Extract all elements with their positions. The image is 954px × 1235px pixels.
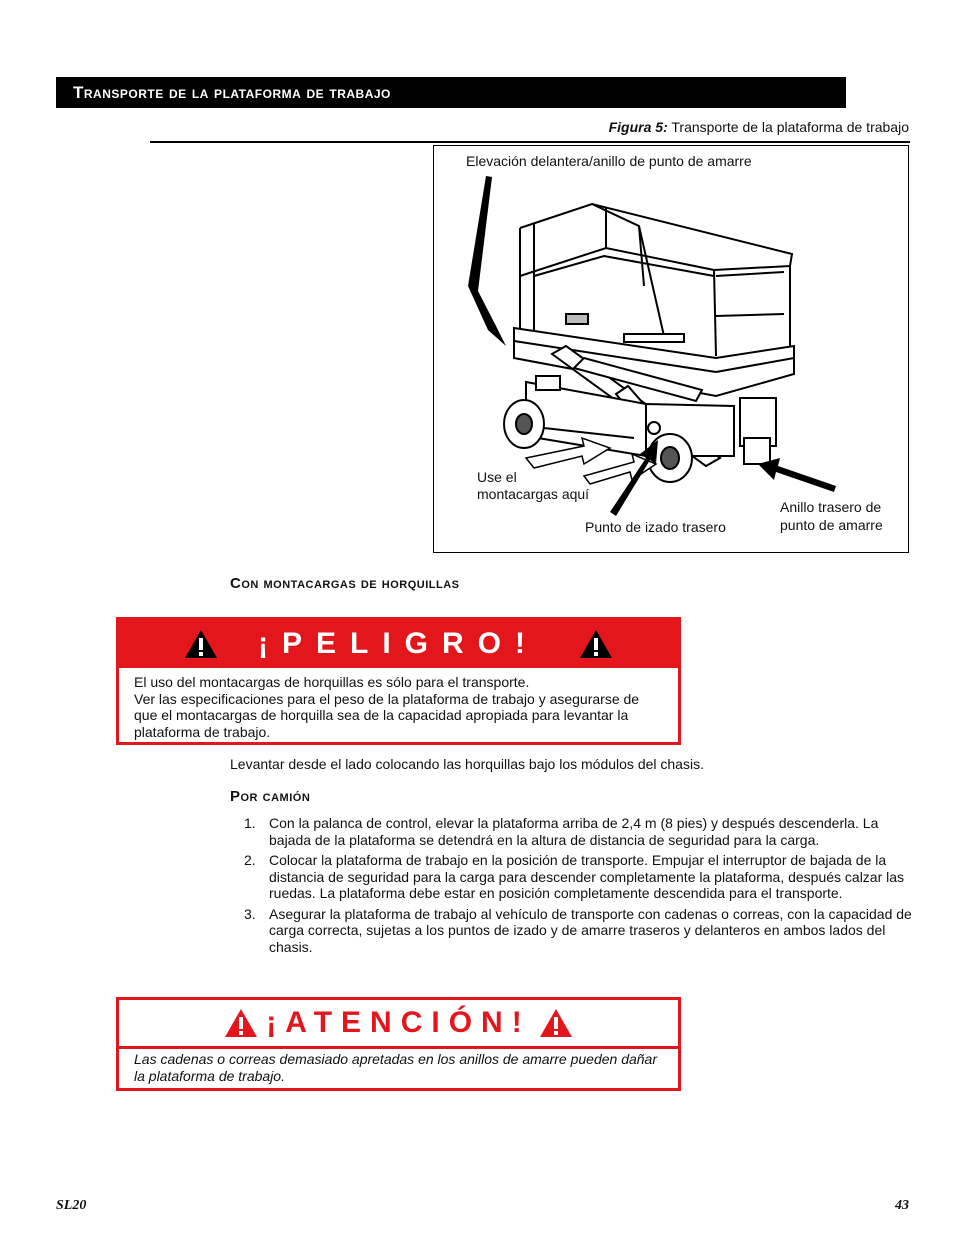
step-number: 3. — [244, 905, 256, 922]
caution-box — [116, 997, 681, 1091]
step-text: Con la palanca de control, elevar la plataforma arriba de 2,4 m (8 pies) y después descenderla. La bajada de la plataforma se detendrá en la altura de distancia de seguridad para la carga. — [269, 815, 879, 848]
danger-body — [119, 668, 678, 740]
figure-caption — [609, 119, 909, 135]
front-lift-arrow — [468, 176, 506, 346]
step-text: Asegurar la plataforma de trabajo al vehículo de transporte con cadenas o correas, con la capacidad de carga correcta, sujetas a los puntos de izado y de amarre traseros y delanteros en ambos lados del chasis. — [269, 905, 912, 955]
rear-ring-label-line2: punto de amarre — [780, 517, 883, 533]
warning-triangle-icon — [579, 629, 613, 659]
list-item — [230, 906, 912, 956]
warning-triangle-icon — [539, 1008, 573, 1038]
danger-line: El uso del montacargas de horquillas es sólo para el transporte. — [134, 674, 530, 690]
figure-box — [433, 145, 909, 553]
list-item — [230, 815, 912, 848]
footer-page-number: 43 — [895, 1198, 909, 1213]
list-item — [230, 852, 912, 902]
warning-triangle-icon — [184, 629, 218, 659]
danger-box — [116, 617, 681, 745]
section-title-bar — [56, 77, 846, 108]
rear-lift-label: Punto de izado trasero — [585, 519, 726, 535]
caption-rule — [150, 141, 910, 143]
caution-title: ¡ATENCIÓN! — [266, 1006, 531, 1039]
step-number: 2. — [244, 852, 256, 868]
rear-ring-arrow — [758, 458, 836, 492]
step-text: Colocar la plataforma de trabajo en la posición de transporte. Empujar el interruptor de bajada de la distancia de seguridad para la carga para descender completamente la plataforma, después calzar las ruedas. La plataforma debe estar en posición completamente descendida para el transporte. — [269, 852, 905, 901]
caution-text: Las cadenas o correas demasiado apretadas en los anillos de amarre pueden dañar la plataforma de trabajo. — [134, 1051, 658, 1084]
footer-model: SL20 — [56, 1198, 87, 1213]
rear-ring-label-line1: Anillo trasero de — [780, 499, 882, 515]
caution-header — [119, 1000, 678, 1049]
steps-list — [230, 815, 912, 959]
truck-heading: Por camión — [230, 788, 311, 805]
danger-line: Ver las especificaciones para el peso de la plataforma de trabajo y asegurarse de que el montacargas de horquilla sea de la capacidad apropiada para levantar la plataforma de trabajo. — [134, 690, 640, 740]
warning-triangle-icon — [224, 1008, 258, 1038]
figure-caption-text: Transporte de la plataforma de trabajo — [671, 119, 909, 135]
forklift-label-line2: montacargas aquí — [477, 486, 590, 502]
forklift-text: Levantar desde el lado colocando las horquillas bajo los módulos del chasis. — [230, 756, 704, 772]
front-lift-label: Elevación delantera/anillo de punto de amarre — [466, 153, 752, 169]
figure-caption-label: Figura 5: — [608, 119, 668, 135]
section-title: Transporte de la plataforma de trabajo — [73, 82, 391, 102]
danger-header — [119, 620, 678, 668]
forklift-heading: Con montacargas de horquillas — [230, 575, 460, 592]
step-number: 1. — [244, 815, 256, 831]
forklift-label-line1: Use el — [477, 469, 517, 485]
danger-title: ¡PELIGRO! — [258, 627, 539, 660]
